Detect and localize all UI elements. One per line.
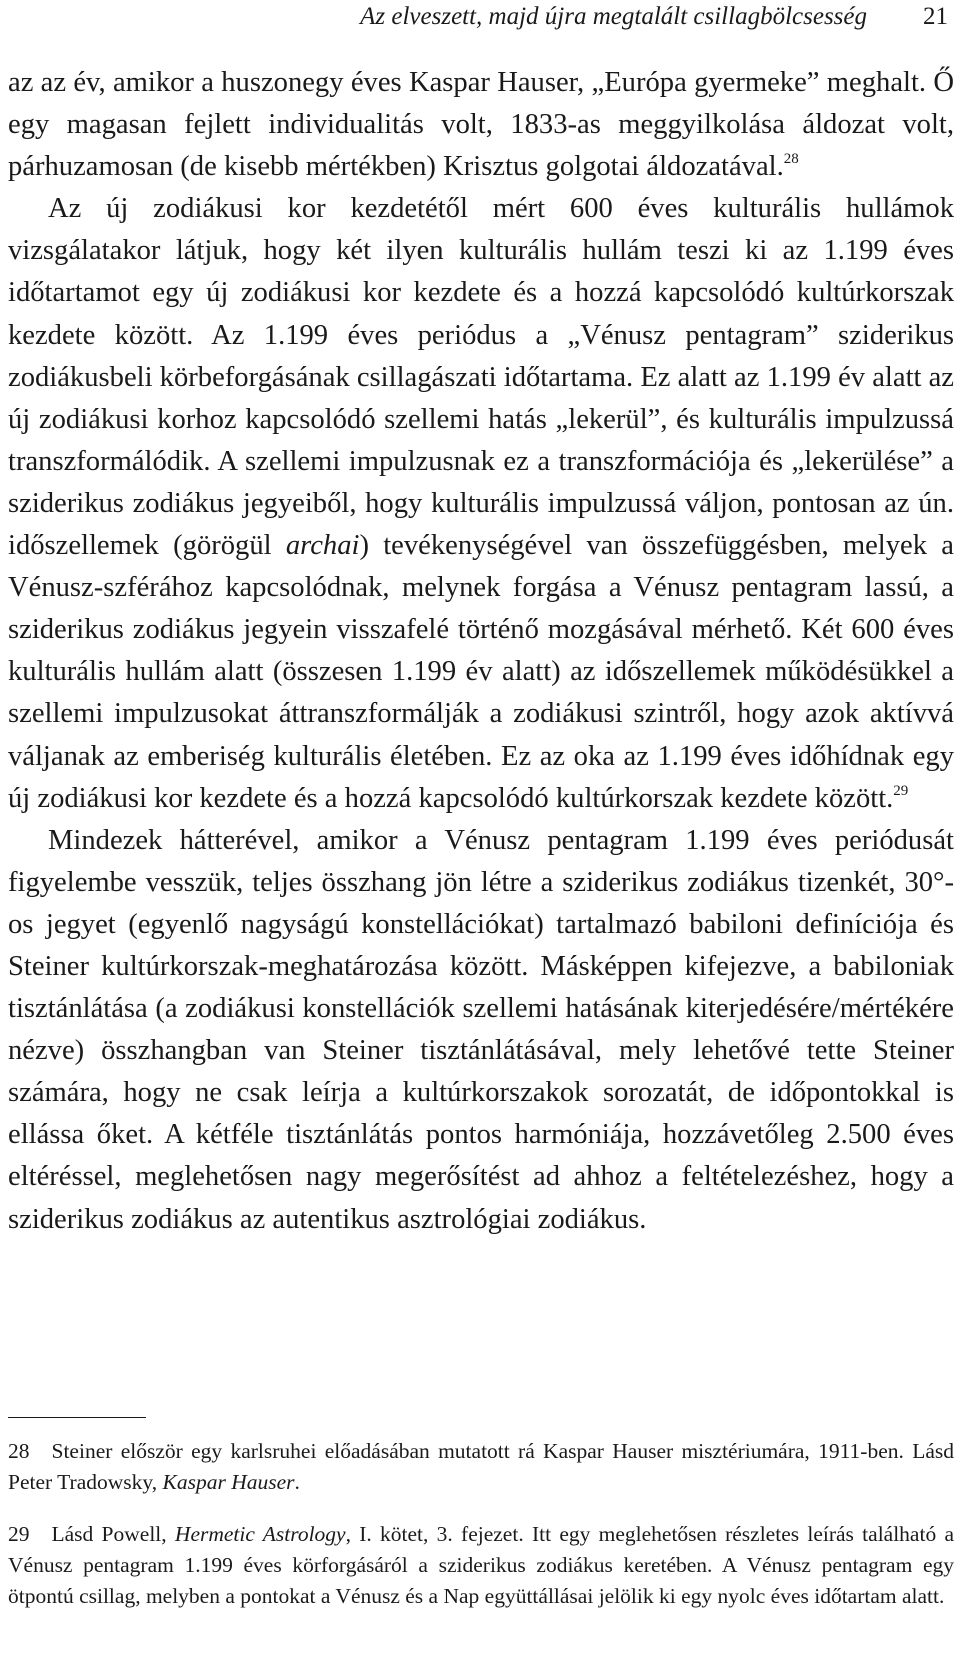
footnote-separator — [8, 1417, 146, 1418]
footnote-29 — [8, 1519, 954, 1612]
paragraph-2-text-a: Az új zodiákusi kor kezdetétől mért 600 éves kulturális hullámok vizsgálatakor látjuk, hogy két ilyen kulturális hullám teszi ki az 1.199 éves időtartamot egy új zodiákusi kor kezdete és a hozzá kapcsolódó kultúrkorszak kezdete között. Az 1.199 éves periódus a „Vénusz pentagram” sziderikus zodiákusbeli körbeforgásának csillagászati időtartama. Ez alatt az 1.199 év alatt az új zodiákusi korhoz kapcsolódó szellemi hatás „lekerül”, és kulturális impulzussá transzformálódik. A szellemi impulzusnak ez a transzformációja és „lekerülése” a sziderikus zodiákus jegyeiből, hogy kulturális impulzussá váljon, pontosan az ún. időszellemek (görögül — [8, 193, 954, 562]
paragraph-1 — [8, 62, 954, 188]
paragraph-1-text: az az év, amikor a huszonegy éves Kaspar Hauser, „Európa gyermeke” meghalt. Ő egy magasan fejlett individualitás volt, 1833-as meggyilkolása áldozat volt, párhuzamosan (de kisebb mértékben) Krisztus golgotai áldozatával. — [8, 67, 954, 183]
running-title: Az elveszett, majd újra megtalált csillagbölcsesség — [360, 3, 867, 30]
footnote-ref-28[interactable]: 28 — [783, 151, 799, 168]
page-number: 21 — [923, 3, 948, 30]
footnote-28 — [8, 1436, 954, 1498]
paragraph-2 — [8, 188, 954, 819]
main-text — [8, 62, 954, 1241]
paragraph-2-italic: archai — [285, 530, 360, 562]
paragraph-3: Mindezek hátterével, amikor a Vénusz pentagram 1.199 éves periódusát figyelembe vesszük, teljes összhang jön létre a sziderikus zodiákus tizenkét, 30°-os jegyet (egyenlő nagyságú konstellációkat) tartalmazó babiloni definíciója és Steiner kultúrkorszak-meghatározása között. Másképpen kifejezve, a babiloniak tisztánlátása (a zodiákusi konstellációk szellemi hatásának kiterjedésére/mértékére nézve) összhangban van Steiner tisztánlátásával, mely lehetővé tette Steiner számára, hogy ne csak leírja a kultúrkorszakok sorozatát, de időpontokkal is ellássa őket. A kétféle tisztánlátás pontos harmóniája, hozzávetőleg 2.500 éves eltéréssel, meglehetősen nagy megerősítést ad ahhoz a feltételezéshez, hogy a sziderikus zodiákus az autentikus asztrológiai zodiákus. — [8, 824, 954, 1235]
footnote-text-a: Steiner először egy karlsruhei előadásában mutatott rá Kaspar Hauser misztériumára, 1911-ben. Lásd Peter Tradowsky, — [8, 1439, 954, 1494]
footnote-text-a: Lásd Powell, — [51, 1522, 175, 1546]
footnote-number: 28 — [8, 1439, 30, 1463]
footnote-ref-29[interactable]: 29 — [893, 782, 909, 799]
footnote-italic: Kaspar Hauser — [162, 1470, 295, 1494]
footnote-text-b: , I. kötet, 3. fejezet. Itt egy meglehetősen részletes leírás található a Vénusz pentagram 1.199 éves körforgásáról a sziderikus zodiákus keretében. A Vénusz pentagram egy ötpontú csillag, melyben a pontokat a Vénusz és a Nap együttállásai jelölik ki egy nyolc éves időtartam alatt. — [8, 1522, 955, 1608]
footnote-text-b: . — [294, 1470, 300, 1494]
footnote-number: 29 — [8, 1522, 30, 1546]
running-header — [8, 0, 948, 34]
footnotes — [8, 1436, 954, 1633]
footnote-italic: Hermetic Astrology — [174, 1522, 346, 1546]
paragraph-2-text-b: ) tevékenységével van összefüggésben, melyek a Vénusz-szférához kapcsolódnak, melynek forgása a Vénusz pentagram lassú, a sziderikus zodiákus jegyein visszafelé történő mozgásával mérhető. Két 600 éves kulturális hullám alatt (összesen 1.199 év alatt) az időszellemek működésükkel a szellemi impulzusokat áttranszformálják a zodiákusi szintről, hogy azok aktívvá váljanak az emberiség kulturális életében. Ez az oka az 1.199 éves időhídnak egy új zodiákusi kor kezdete és a hozzá kapcsolódó kultúrkorszak kezdete között. — [8, 530, 954, 814]
